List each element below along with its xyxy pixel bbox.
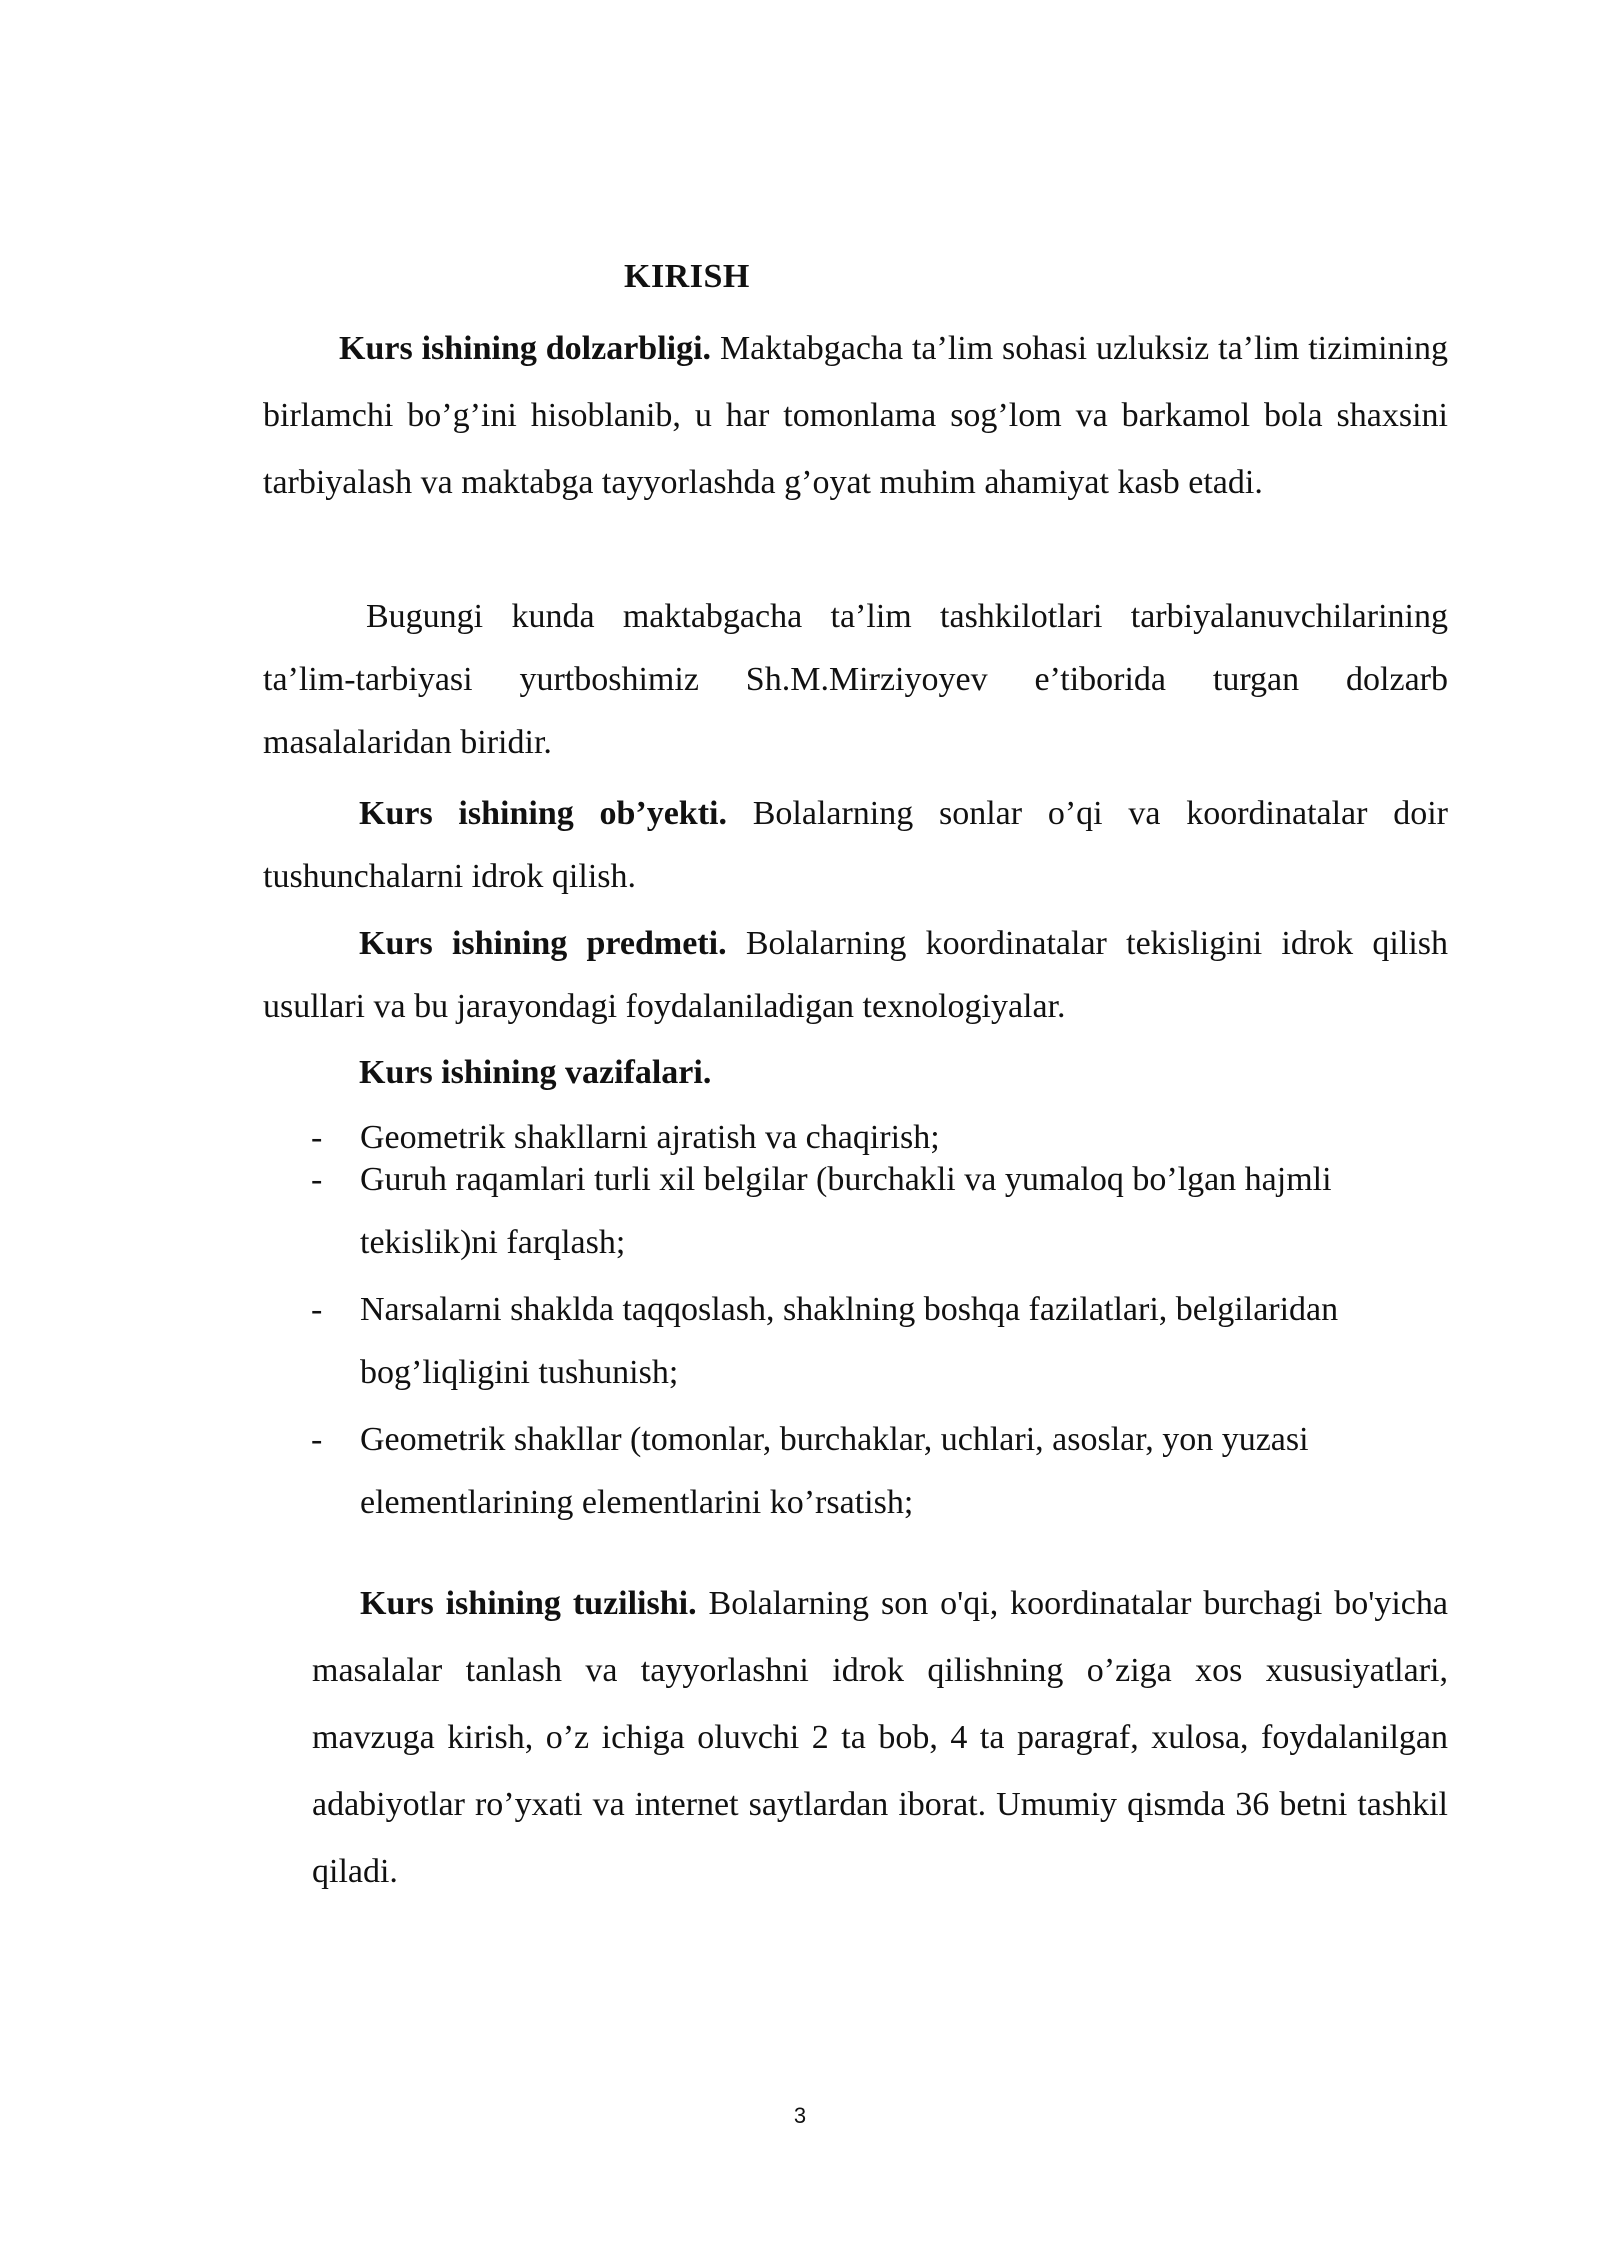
page-number: 3 [793, 2103, 807, 2128]
list-item-text: Geometrik shakllar (tomonlar, burchaklar, uchlari, asoslar, yon yuzasi elementlarining elementlarini ko’rsatish; [360, 1421, 1309, 1521]
tasks-heading [263, 1041, 1448, 1104]
paragraph-text: Maktabgacha ta’lim sohasi uzluksiz ta’lim tizimining birlamchi bo’g’ini hisoblanib, u har tomonlama sog’lom va barkamol bola shaxsini tarbiyalash va maktabga tayyorlashda g’oyat muhim ahamiyat kasb etadi. [263, 330, 1448, 501]
list-dash: - [311, 1291, 323, 1328]
list-dash: - [311, 1119, 323, 1156]
paragraph-text: Bugungi kunda maktabgacha ta’lim tashkilotlari tarbiyalanuvchilarining ta’lim-tarbiyasi yurtboshimiz Sh.M.Mirziyoyev e’tiborida turgan dolzarb masalalaridan biridir. [263, 598, 1448, 761]
paragraph-structure [312, 1570, 1448, 1905]
paragraph-label: Kurs ishining dolzarbligi. [339, 330, 712, 367]
paragraph-label: Kurs ishining ob’yekti. [359, 795, 727, 832]
list-dash: - [311, 1161, 323, 1198]
list-dash: - [311, 1421, 323, 1458]
paragraph-relevance [263, 315, 1448, 516]
paragraph-text: Bolalarning sonlar o’qi va koordinatalar doir tushunchalarni idrok qilish. [263, 795, 1448, 895]
list-item-text: Guruh raqamlari turli xil belgilar (burchakli va yumaloq bo’lgan hajmli tekislik)ni farqlash; [360, 1161, 1332, 1261]
page-title: KIRISH [624, 258, 750, 295]
list-item-text: Geometrik shakllarni ajratish va chaqirish; [360, 1119, 940, 1156]
paragraph-text: Bolalarning koordinatalar tekisligini idrok qilish usullari va bu jarayondagi foydalaniladigan texnologiyalar. [263, 925, 1448, 1025]
paragraph-subject [263, 912, 1448, 1038]
paragraph-label: Kurs ishining vazifalari. [359, 1054, 712, 1091]
paragraph-object [263, 782, 1448, 908]
paragraph-text: Bolalarning son o'qi, koordinatalar burchagi bo'yicha masalalar tanlash va tayyorlashni idrok qilishning o’ziga xos xususiyatlari, mavzuga kirish, o’z ichiga oluvchi 2 ta bob, 4 ta paragraf, xulosa, foydalanilgan adabiyotlar ro’yxati va internet saytlardan iborat. Umumiy qismda 36 betni tashkil qiladi. [312, 1585, 1448, 1890]
list-item-text: Narsalarni shaklda taqqoslash, shaklning boshqa fazilatlari, belgilaridan bog’liqligini tushunish; [360, 1291, 1339, 1391]
paragraph-label: Kurs ishining tuzilishi. [360, 1585, 697, 1622]
paragraph-context [263, 585, 1448, 774]
paragraph-label: Kurs ishining predmeti. [359, 925, 727, 962]
